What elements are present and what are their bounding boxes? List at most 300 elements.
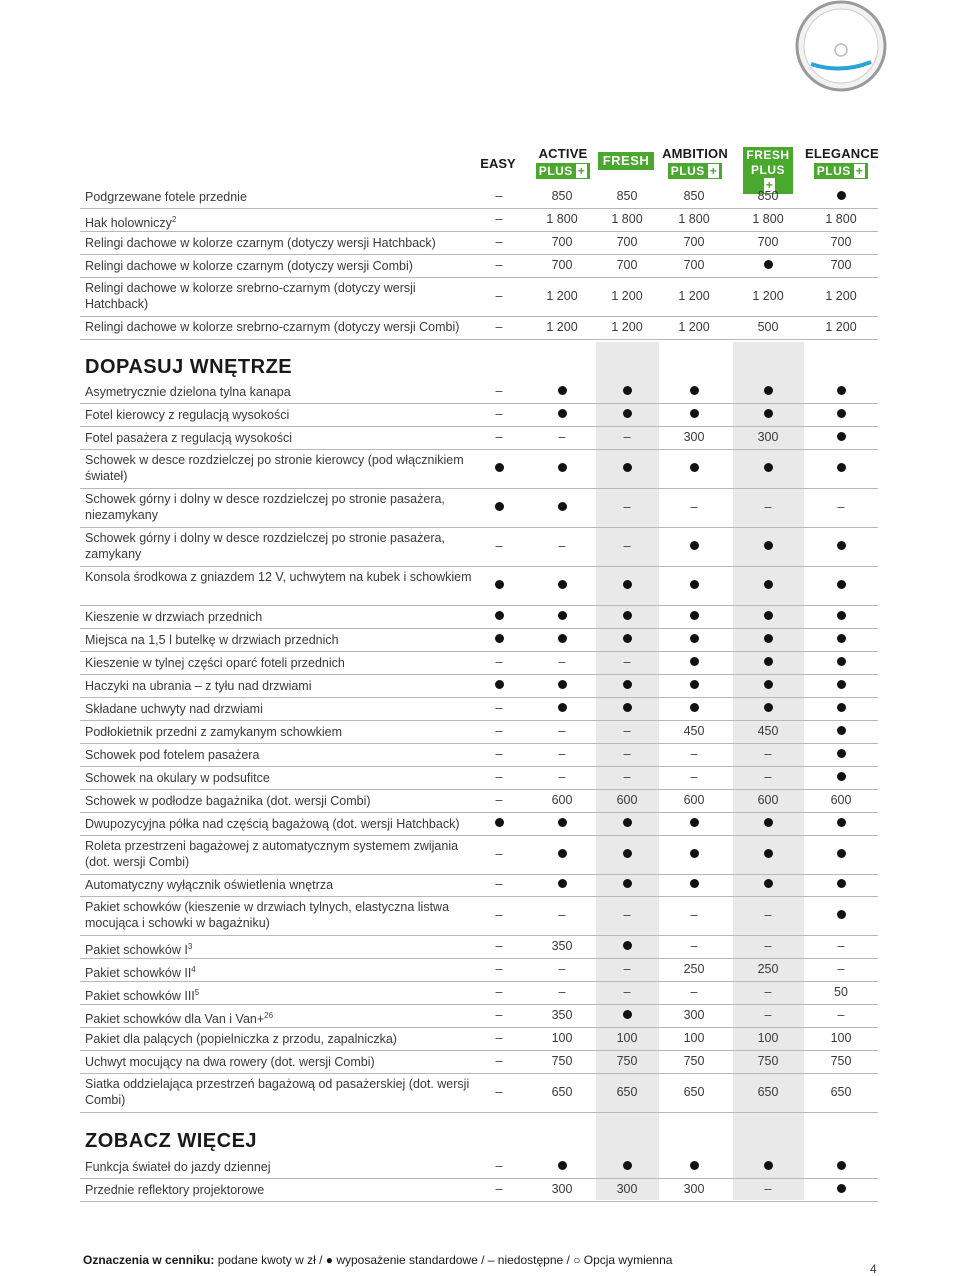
standard-dot-icon bbox=[811, 1182, 871, 1196]
standard-dot-icon bbox=[738, 678, 798, 692]
table-row bbox=[80, 404, 878, 427]
table-row bbox=[80, 936, 878, 959]
dot bbox=[764, 580, 773, 589]
price-cell: 600 bbox=[830, 793, 852, 807]
price-cell: – bbox=[558, 539, 566, 553]
fresh-badge: FRESH bbox=[598, 152, 655, 170]
row-label: Pakiet dla palących (popielniczka z przodu, zapalniczka) bbox=[85, 1032, 397, 1046]
row-label: Schowek pod fotelem pasażera bbox=[85, 748, 260, 762]
dot bbox=[495, 611, 504, 620]
price-cell: – bbox=[764, 985, 772, 999]
standard-dot-icon bbox=[811, 724, 871, 738]
dot bbox=[837, 409, 846, 418]
price-cell: – bbox=[558, 962, 566, 976]
standard-dot-icon bbox=[597, 816, 657, 830]
row-label: Schowek na okulary w podsufitce bbox=[85, 771, 270, 785]
dot bbox=[495, 680, 504, 689]
price-cell: – bbox=[690, 908, 698, 922]
price-cell: – bbox=[558, 655, 566, 669]
price-cell: 750 bbox=[551, 1054, 573, 1068]
price-cell: – bbox=[623, 985, 631, 999]
row-label: Fotel pasażera z regulacją wysokości bbox=[85, 431, 293, 445]
standard-dot-icon bbox=[469, 500, 529, 514]
standard-dot-icon bbox=[664, 384, 724, 398]
standard-dot-icon bbox=[469, 461, 529, 475]
price-cell: 1 800 bbox=[546, 212, 578, 226]
price-cell: 500 bbox=[757, 319, 779, 334]
standard-dot-icon bbox=[532, 500, 592, 514]
price-cell: 700 bbox=[683, 235, 705, 249]
table-row bbox=[80, 489, 878, 528]
footnote-ref: 4 bbox=[191, 965, 196, 974]
price-cell: 850 bbox=[616, 189, 638, 203]
footnote-ref: 26 bbox=[264, 1011, 274, 1020]
standard-dot-icon bbox=[738, 847, 798, 861]
standard-dot-icon bbox=[738, 384, 798, 398]
table-row bbox=[80, 813, 878, 836]
dot bbox=[623, 879, 632, 888]
standard-dot-icon bbox=[532, 407, 592, 421]
table-row bbox=[80, 874, 878, 897]
dot bbox=[690, 611, 699, 620]
section-title-interior: DOPASUJ WNĘTRZE bbox=[85, 356, 293, 378]
standard-dot-icon bbox=[532, 578, 592, 592]
standard-dot-icon bbox=[811, 430, 871, 444]
price-cell: 1 200 bbox=[611, 319, 643, 334]
table-row bbox=[80, 606, 878, 629]
dot bbox=[764, 409, 773, 418]
row-label: Relingi dachowe w kolorze czarnym (dotyczy wersji Hatchback) bbox=[85, 236, 436, 250]
dot bbox=[690, 657, 699, 666]
table-row bbox=[80, 1179, 878, 1202]
price-cell: – bbox=[495, 289, 503, 303]
footnote-ref: 5 bbox=[194, 988, 200, 997]
price-cell: 850 bbox=[683, 189, 705, 203]
price-cell: 700 bbox=[830, 235, 852, 249]
price-cell: – bbox=[495, 430, 503, 444]
standard-dot-icon bbox=[811, 539, 871, 553]
standard-dot-icon bbox=[597, 1159, 657, 1173]
standard-dot-icon bbox=[738, 632, 798, 646]
standard-dot-icon bbox=[811, 908, 871, 922]
row-label: Automatyczny wyłącznik oświetlenia wnętrza bbox=[85, 878, 334, 892]
dot bbox=[558, 463, 567, 472]
table-row bbox=[80, 897, 878, 936]
table-row bbox=[80, 721, 878, 744]
dot bbox=[837, 432, 846, 441]
dot bbox=[764, 680, 773, 689]
price-cell: – bbox=[495, 908, 503, 922]
price-cell: – bbox=[558, 908, 566, 922]
dot bbox=[690, 680, 699, 689]
row-label: Relingi dachowe w kolorze srebrno-czarnym (dotyczy wersji Combi) bbox=[85, 320, 460, 334]
price-cell: 650 bbox=[551, 1085, 573, 1099]
dot bbox=[623, 1010, 632, 1019]
dot bbox=[837, 541, 846, 550]
dot bbox=[764, 818, 773, 827]
standard-dot-icon bbox=[738, 877, 798, 891]
price-cell: – bbox=[623, 770, 631, 784]
price-cell: 700 bbox=[616, 235, 638, 249]
dot bbox=[495, 580, 504, 589]
price-cell: – bbox=[495, 1008, 503, 1022]
dot bbox=[764, 657, 773, 666]
price-cell: 100 bbox=[683, 1031, 705, 1045]
section-title-more: ZOBACZ WIĘCEJ bbox=[85, 1130, 258, 1152]
standard-dot-icon bbox=[738, 816, 798, 830]
standard-dot-icon bbox=[811, 655, 871, 669]
price-cell: 100 bbox=[616, 1031, 638, 1045]
standard-dot-icon bbox=[664, 632, 724, 646]
price-cell: 100 bbox=[551, 1031, 573, 1045]
standard-dot-icon bbox=[664, 877, 724, 891]
standard-dot-icon bbox=[664, 701, 724, 715]
standard-dot-icon bbox=[738, 461, 798, 475]
price-cell: 300 bbox=[683, 1008, 705, 1022]
dot bbox=[558, 879, 567, 888]
price-cell: 100 bbox=[757, 1031, 779, 1045]
price-cell: – bbox=[495, 1182, 503, 1196]
row-label: Pakiet schowków dla Van i Van+$^{26}$ bbox=[85, 1011, 274, 1027]
standard-dot-icon bbox=[532, 632, 592, 646]
standard-dot-icon bbox=[738, 1159, 798, 1173]
dot bbox=[495, 502, 504, 511]
row-label: Schowek w podłodze bagażnika (dot. wersji Combi) bbox=[85, 794, 371, 808]
price-cell: 1 200 bbox=[678, 289, 710, 303]
standard-dot-icon bbox=[738, 655, 798, 669]
table-row bbox=[80, 528, 878, 567]
standard-dot-icon bbox=[664, 655, 724, 669]
price-cell: – bbox=[495, 793, 503, 807]
standard-dot-icon bbox=[469, 678, 529, 692]
dot bbox=[690, 580, 699, 589]
price-cell: – bbox=[558, 747, 566, 761]
price-cell: – bbox=[623, 430, 631, 444]
dot bbox=[837, 191, 846, 200]
plus-badge: PLUS + bbox=[814, 163, 869, 179]
dot bbox=[690, 409, 699, 418]
table-row bbox=[80, 982, 878, 1005]
price-cell: – bbox=[495, 319, 503, 334]
standard-dot-icon bbox=[811, 847, 871, 861]
row-label: Uchwyt mocujący na dwa rowery (dot. wersji Combi) bbox=[85, 1055, 375, 1069]
standard-dot-icon bbox=[664, 1159, 724, 1173]
dot bbox=[558, 1161, 567, 1170]
standard-dot-icon bbox=[532, 877, 592, 891]
dot bbox=[623, 1161, 632, 1170]
fresh-plus-badge: FRESH PLUS+ bbox=[743, 147, 793, 194]
dot bbox=[495, 463, 504, 472]
dot bbox=[623, 818, 632, 827]
price-cell: – bbox=[495, 539, 503, 553]
standard-dot-icon bbox=[811, 384, 871, 398]
price-cell: – bbox=[558, 724, 566, 738]
price-cell: – bbox=[495, 1085, 503, 1099]
standard-dot-icon bbox=[597, 461, 657, 475]
dot bbox=[837, 1184, 846, 1193]
price-cell: 700 bbox=[551, 258, 573, 272]
price-cell: – bbox=[495, 962, 503, 976]
standard-dot-icon bbox=[738, 609, 798, 623]
price-cell: – bbox=[495, 847, 503, 861]
standard-dot-icon bbox=[811, 747, 871, 761]
price-cell: 700 bbox=[683, 258, 705, 272]
dot bbox=[837, 772, 846, 781]
dot bbox=[764, 541, 773, 550]
dot bbox=[837, 634, 846, 643]
price-cell: 300 bbox=[757, 430, 779, 444]
price-cell: – bbox=[837, 500, 845, 514]
table-row bbox=[80, 675, 878, 698]
standard-dot-icon bbox=[811, 770, 871, 784]
dot bbox=[623, 386, 632, 395]
dot bbox=[837, 680, 846, 689]
standard-dot-icon bbox=[664, 609, 724, 623]
row-label: Miejsca na 1,5 l butelkę w drzwiach przednich bbox=[85, 633, 339, 647]
dot bbox=[558, 849, 567, 858]
dot bbox=[558, 502, 567, 511]
price-cell: – bbox=[764, 939, 772, 953]
price-cell: – bbox=[623, 724, 631, 738]
dot bbox=[837, 1161, 846, 1170]
dot bbox=[623, 409, 632, 418]
standard-dot-icon bbox=[738, 539, 798, 553]
standard-dot-icon bbox=[597, 877, 657, 891]
standard-dot-icon bbox=[811, 701, 871, 715]
table-row bbox=[80, 567, 878, 606]
price-cell: 450 bbox=[757, 724, 779, 738]
standard-dot-icon bbox=[664, 678, 724, 692]
table-row bbox=[80, 652, 878, 675]
price-cell: – bbox=[495, 1159, 503, 1173]
price-cell: 1 200 bbox=[752, 289, 784, 303]
dot bbox=[558, 611, 567, 620]
price-cell: – bbox=[690, 985, 698, 999]
dot bbox=[623, 611, 632, 620]
row-label: Pakiet schowków (kieszenie w drzwiach tylnych, elastyczna listwa mocująca i schowki w bagażniku) bbox=[85, 900, 450, 930]
standard-dot-icon bbox=[738, 701, 798, 715]
standard-dot-icon bbox=[532, 609, 592, 623]
footnote-ref: 3 bbox=[187, 942, 193, 951]
dot bbox=[623, 634, 632, 643]
col-header-easy: EASY bbox=[480, 156, 516, 171]
standard-dot-icon bbox=[811, 461, 871, 475]
table-row bbox=[80, 1156, 878, 1179]
dot bbox=[764, 611, 773, 620]
standard-dot-icon bbox=[532, 678, 592, 692]
row-label: Relingi dachowe w kolorze srebrno-czarnym (dotyczy wersji Hatchback) bbox=[85, 281, 416, 311]
col-header-ambition-plus: AMBITION PLUS + bbox=[662, 146, 728, 178]
price-cell: – bbox=[690, 939, 698, 953]
dot bbox=[558, 386, 567, 395]
row-label: Konsola środkowa z gniazdem 12 V, uchwytem na kubek i schowkiem bbox=[85, 570, 472, 584]
price-cell: 750 bbox=[757, 1054, 779, 1068]
standard-dot-icon bbox=[597, 407, 657, 421]
standard-dot-icon bbox=[664, 847, 724, 861]
price-cell: – bbox=[690, 500, 698, 514]
standard-dot-icon bbox=[469, 632, 529, 646]
price-cell: 1 200 bbox=[611, 289, 643, 303]
standard-dot-icon bbox=[597, 384, 657, 398]
standard-dot-icon bbox=[469, 816, 529, 830]
standard-dot-icon bbox=[811, 877, 871, 891]
table-row bbox=[80, 316, 878, 340]
price-cell: 1 800 bbox=[678, 212, 710, 226]
dot bbox=[837, 703, 846, 712]
dot bbox=[837, 879, 846, 888]
standard-dot-icon bbox=[597, 678, 657, 692]
price-cell: 600 bbox=[757, 793, 779, 807]
dot bbox=[558, 680, 567, 689]
price-legend: Oznaczenia w cenniku: podane kwoty w zł / ● wyposażenie standardowe / – niedostępne / ○ Opcja wymienna bbox=[83, 1253, 673, 1267]
price-cell: 1 200 bbox=[546, 289, 578, 303]
standard-dot-icon bbox=[738, 258, 798, 272]
standard-dot-icon bbox=[811, 816, 871, 830]
table-row bbox=[80, 767, 878, 790]
table-row bbox=[80, 232, 878, 255]
price-cell: – bbox=[558, 430, 566, 444]
row-label: Pakiet schowków $I^3$ bbox=[85, 942, 193, 958]
dot bbox=[764, 1161, 773, 1170]
price-cell: – bbox=[495, 701, 503, 715]
standard-dot-icon bbox=[811, 1159, 871, 1173]
price-cell: 750 bbox=[830, 1054, 852, 1068]
row-label: Asymetrycznie dzielona tylna kanapa bbox=[85, 385, 291, 399]
price-cell: – bbox=[495, 384, 503, 398]
page-number: 4 bbox=[870, 1262, 877, 1276]
price-cell: 600 bbox=[683, 793, 705, 807]
row-label: Schowek górny i dolny w desce rozdzielczej po stronie pasażera, niezamykany bbox=[85, 492, 445, 522]
price-cell: – bbox=[764, 908, 772, 922]
price-cell: – bbox=[623, 908, 631, 922]
row-label: Dwupozycyjna półka nad częścią bagażową (dot. wersji Hatchback) bbox=[85, 817, 460, 831]
dot bbox=[690, 634, 699, 643]
standard-dot-icon bbox=[811, 609, 871, 623]
price-cell: – bbox=[495, 258, 503, 272]
dot bbox=[837, 818, 846, 827]
row-label: Pakiet schowków $II^4$ bbox=[85, 965, 196, 981]
standard-dot-icon bbox=[597, 578, 657, 592]
dot bbox=[764, 260, 773, 269]
price-cell: – bbox=[495, 655, 503, 669]
row-label: Hak holowniczy$^2$ bbox=[85, 215, 177, 231]
standard-dot-icon bbox=[532, 816, 592, 830]
price-cell: 350 bbox=[551, 1008, 573, 1022]
dot bbox=[623, 703, 632, 712]
row-label: Kieszenie w drzwiach przednich bbox=[85, 610, 263, 624]
price-cell: – bbox=[495, 407, 503, 421]
table-row bbox=[80, 1005, 878, 1028]
price-cell: – bbox=[764, 1182, 772, 1196]
price-cell: 700 bbox=[830, 258, 852, 272]
price-cell: 650 bbox=[616, 1085, 638, 1099]
dot bbox=[764, 849, 773, 858]
price-cell: – bbox=[495, 770, 503, 784]
price-cell: 300 bbox=[551, 1182, 573, 1196]
price-cell: 650 bbox=[683, 1085, 705, 1099]
row-label: Relingi dachowe w kolorze czarnym (dotyczy wersji Combi) bbox=[85, 259, 413, 273]
price-cell: – bbox=[495, 747, 503, 761]
price-cell: 850 bbox=[551, 189, 573, 203]
standard-dot-icon bbox=[532, 384, 592, 398]
row-label: Schowek w desce rozdzielczej po stronie kierowcy (pod włącznikiem świateł) bbox=[85, 453, 464, 483]
price-cell: – bbox=[623, 500, 631, 514]
standard-dot-icon bbox=[664, 816, 724, 830]
price-cell: – bbox=[764, 747, 772, 761]
dot bbox=[764, 634, 773, 643]
standard-dot-icon bbox=[532, 701, 592, 715]
dot bbox=[558, 634, 567, 643]
row-label: Funkcja świateł do jazdy dziennej bbox=[85, 1160, 271, 1174]
standard-dot-icon bbox=[664, 461, 724, 475]
price-cell: – bbox=[837, 1008, 845, 1022]
price-cell: – bbox=[764, 770, 772, 784]
standard-dot-icon bbox=[738, 407, 798, 421]
price-cell: 450 bbox=[683, 724, 705, 738]
dot bbox=[837, 580, 846, 589]
price-cell: – bbox=[495, 1054, 503, 1068]
standard-dot-icon bbox=[469, 609, 529, 623]
dot bbox=[690, 879, 699, 888]
price-cell: 1 200 bbox=[825, 319, 857, 334]
table-row bbox=[80, 255, 878, 278]
price-cell: – bbox=[623, 747, 631, 761]
standard-dot-icon bbox=[532, 461, 592, 475]
price-cell: – bbox=[495, 212, 503, 226]
dot bbox=[623, 463, 632, 472]
standard-dot-icon bbox=[597, 701, 657, 715]
dot bbox=[837, 657, 846, 666]
standard-dot-icon bbox=[532, 847, 592, 861]
price-cell: 700 bbox=[757, 235, 779, 249]
plus-badge: PLUS + bbox=[668, 163, 723, 179]
dot bbox=[764, 879, 773, 888]
price-cell: – bbox=[495, 189, 503, 203]
row-label: Roleta przestrzeni bagażowej z automatycznym systemem zwijania (dot. wersji Combi) bbox=[85, 839, 459, 869]
price-cell: 750 bbox=[616, 1054, 638, 1068]
row-label: Przednie reflektory projektorowe bbox=[85, 1183, 265, 1197]
price-cell: – bbox=[690, 747, 698, 761]
dot bbox=[837, 910, 846, 919]
price-cell: – bbox=[837, 962, 845, 976]
row-label: Siatka oddzielająca przestrzeń bagażową od pasażerskiej (dot. wersji Combi) bbox=[85, 1077, 470, 1107]
price-cell: 850 bbox=[757, 189, 779, 203]
dot bbox=[690, 849, 699, 858]
dot bbox=[558, 580, 567, 589]
price-cell: 1 200 bbox=[546, 319, 578, 334]
dot bbox=[495, 818, 504, 827]
dot bbox=[690, 818, 699, 827]
dot bbox=[690, 703, 699, 712]
standard-dot-icon bbox=[811, 407, 871, 421]
dot bbox=[623, 849, 632, 858]
dot bbox=[690, 386, 699, 395]
price-cell: 750 bbox=[683, 1054, 705, 1068]
table-row bbox=[80, 1051, 878, 1074]
price-cell: – bbox=[495, 985, 503, 999]
price-cell: 1 800 bbox=[825, 212, 857, 226]
price-cell: – bbox=[837, 939, 845, 953]
price-cell: 700 bbox=[551, 235, 573, 249]
price-cell: 350 bbox=[551, 939, 573, 953]
price-cell: 50 bbox=[834, 985, 848, 999]
dot bbox=[690, 1161, 699, 1170]
table-row bbox=[80, 629, 878, 652]
price-cell: – bbox=[495, 939, 503, 953]
table-row bbox=[80, 698, 878, 721]
price-cell: 1 800 bbox=[752, 212, 784, 226]
dot bbox=[837, 749, 846, 758]
